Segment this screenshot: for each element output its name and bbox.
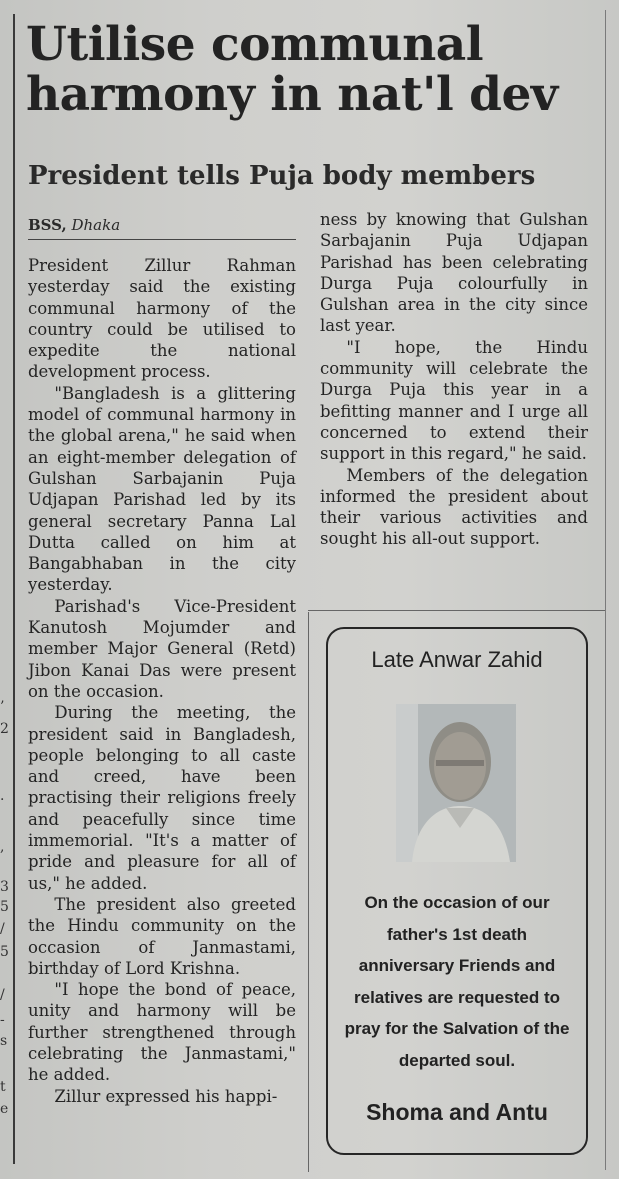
column-divider-vertical: [308, 612, 309, 1172]
left-column-fragment: e: [0, 1101, 9, 1117]
left-column-fragment: 2: [0, 721, 9, 737]
memorial-title: Late Anwar Zahid: [371, 647, 543, 672]
left-column-fragment: ,: [0, 839, 5, 855]
article-paragraph: President Zillur Rahman yesterday said the existing communal harmony of the country could be utilised to expedite the national development process.: [28, 256, 296, 382]
headline-line-1: Utilise communal: [26, 17, 484, 72]
headline-line-2: harmony in nat'l dev: [26, 67, 558, 122]
byline-source: BSS,: [28, 216, 67, 234]
left-column-fragment: s: [0, 1033, 8, 1049]
article-paragraph: Members of the delegation informed the president about their various activities and sought his all-out support.: [320, 465, 588, 549]
left-column-fragment: 5: [0, 899, 9, 915]
left-column-fragment: /: [0, 987, 5, 1003]
left-column-rule: [13, 14, 15, 1164]
article-paragraph: "I hope the bond of peace, unity and harmony will be further strengthened through celebrating the Janmastami," he added.: [28, 980, 296, 1085]
right-edge-rule: [605, 10, 606, 1170]
left-column-fragment: ’: [0, 699, 5, 715]
left-column-fragment: 5: [0, 944, 9, 960]
left-column-fragment: /: [0, 921, 5, 937]
left-column-fragment: 3: [0, 879, 9, 895]
memorial-signature: Shoma and Antu: [366, 1099, 548, 1125]
article-paragraph: "Bangladesh is a glittering model of communal harmony in the global arena," he said when an eight-member delegation of Gulshan Sarbajanin Puja Udjapan Parishad led by its general secretary Panna Lal Dutta called on him at Bangabhaban in the city yesterday.: [28, 383, 296, 595]
article-paragraph: During the meeting, the president said in Bangladesh, people belonging to all caste and creed, have been practising their religions freely and peacefully since time immemorial. "It's a matter of pride and pleasure for all of us," he added.: [28, 703, 296, 893]
article-paragraph: The president also greeted the Hindu community on the occasion of Janmastami, birthday of Lord Krishna.: [28, 894, 296, 978]
subheadline: President tells Puja body members: [28, 161, 536, 191]
memorial-message: On the occasion of our father's 1st death anniversary Friends and relatives are requested to pray for the Salvation of the departed soul.: [344, 893, 570, 1070]
article-column-1: [28, 255, 296, 1107]
article-paragraph: Zillur expressed his happi-: [54, 1086, 278, 1106]
byline: [28, 216, 120, 234]
memorial-notice: [326, 627, 588, 1155]
article-paragraph: ness by knowing that Gulshan Sarbajanin Puja Udjapan Parishad has been celebrating Durga Puja colourfully in Gulshan area in the city since last year.: [320, 210, 588, 336]
left-column-fragment: t: [0, 1079, 6, 1095]
left-column-fragment: ·: [0, 792, 5, 808]
headline: [26, 17, 601, 122]
byline-location: Dhaka: [71, 216, 121, 234]
portrait-illustration: [396, 704, 516, 862]
portrait-photo: [396, 704, 516, 862]
left-column-fragment: -: [0, 1012, 5, 1028]
article-paragraph: "I hope, the Hindu community will celebrate the Durga Puja this year in a befitting manner and I urge all concerned to extend their support in this regard," he said.: [320, 337, 588, 464]
byline-rule: [28, 239, 296, 240]
column-divider-horizontal: [308, 610, 605, 611]
article-column-2: [320, 209, 588, 550]
article-paragraph: Parishad's Vice-President Kanutosh Mojumder and member Major General (Retd) Jibon Kanai Das were present on the occasion.: [28, 596, 296, 701]
